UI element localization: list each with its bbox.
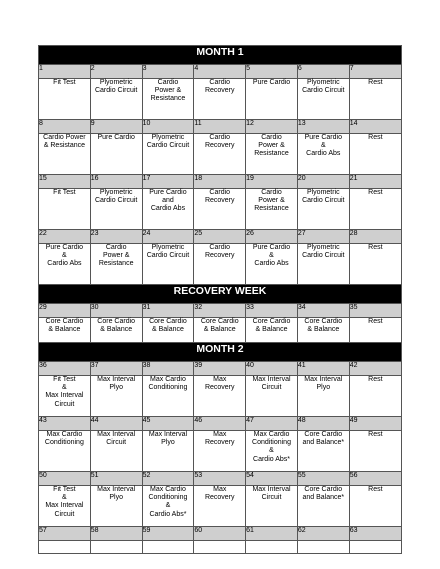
day-number: 22 <box>39 230 91 244</box>
activity-cell: Max Cardio Conditioning <box>142 376 194 417</box>
section-title: MONTH 2 <box>39 343 402 362</box>
section-header <box>39 285 402 304</box>
day-number: 29 <box>39 304 91 318</box>
day-number: 11 <box>194 120 246 134</box>
activity-row <box>39 376 402 417</box>
day-number: 16 <box>90 175 142 189</box>
activity-cell: Rest <box>349 134 401 175</box>
workout-calendar <box>38 45 402 554</box>
activity-cell: Plyometric Cardio Circuit <box>297 79 349 120</box>
activity-cell: Core Cardio & Balance <box>246 318 298 343</box>
day-number: 5 <box>246 65 298 79</box>
activity-cell: Rest <box>349 376 401 417</box>
day-number: 10 <box>142 120 194 134</box>
day-number: 3 <box>142 65 194 79</box>
activity-cell: Rest <box>349 189 401 230</box>
day-number: 1 <box>39 65 91 79</box>
activity-row <box>39 244 402 285</box>
day-number-row <box>39 65 402 79</box>
activity-cell: Plyometric Cardio Circuit <box>297 189 349 230</box>
activity-cell <box>194 541 246 554</box>
day-number: 56 <box>349 472 401 486</box>
day-number: 48 <box>297 417 349 431</box>
activity-cell: Pure Cardio & Cardio Abs <box>246 244 298 285</box>
activity-cell: Fit Test & Max Interval Circuit <box>39 486 91 527</box>
activity-cell: Max Recovery <box>194 486 246 527</box>
day-number: 63 <box>349 527 401 541</box>
day-number: 45 <box>142 417 194 431</box>
day-number: 25 <box>194 230 246 244</box>
activity-cell: Pure Cardio & Cardio Abs <box>39 244 91 285</box>
activity-cell: Max Cardio Conditioning & Cardio Abs* <box>246 431 298 472</box>
day-number-row <box>39 417 402 431</box>
day-number: 21 <box>349 175 401 189</box>
day-number: 55 <box>297 472 349 486</box>
day-number: 2 <box>90 65 142 79</box>
activity-cell: Max Cardio Conditioning & Cardio Abs* <box>142 486 194 527</box>
activity-cell: Pure Cardio <box>90 134 142 175</box>
day-number: 32 <box>194 304 246 318</box>
day-number: 9 <box>90 120 142 134</box>
activity-cell <box>90 541 142 554</box>
day-number: 40 <box>246 362 298 376</box>
activity-cell <box>297 541 349 554</box>
day-number: 6 <box>297 65 349 79</box>
activity-cell: Core Cardio and Balance* <box>297 486 349 527</box>
activity-cell: Cardio Recovery <box>194 134 246 175</box>
day-number: 35 <box>349 304 401 318</box>
activity-cell: Max Interval Plyo <box>142 431 194 472</box>
activity-cell: Fit Test & Max Interval Circuit <box>39 376 91 417</box>
activity-cell: Rest <box>349 244 401 285</box>
day-number: 19 <box>246 175 298 189</box>
activity-cell: Core Cardio and Balance* <box>297 431 349 472</box>
activity-cell: Core Cardio & Balance <box>90 318 142 343</box>
activity-cell: Max Interval Plyo <box>90 486 142 527</box>
day-number: 17 <box>142 175 194 189</box>
day-number: 24 <box>142 230 194 244</box>
day-number-row <box>39 527 402 541</box>
day-number: 20 <box>297 175 349 189</box>
activity-cell: Pure Cardio <box>246 79 298 120</box>
activity-cell: Fit Test <box>39 79 91 120</box>
activity-row <box>39 431 402 472</box>
activity-cell: Cardio Recovery <box>194 189 246 230</box>
activity-cell <box>142 541 194 554</box>
activity-row <box>39 486 402 527</box>
activity-row <box>39 134 402 175</box>
activity-cell: Core Cardio & Balance <box>194 318 246 343</box>
activity-cell: Max Recovery <box>194 431 246 472</box>
section-header <box>39 343 402 362</box>
day-number: 26 <box>246 230 298 244</box>
day-number: 54 <box>246 472 298 486</box>
day-number-row <box>39 120 402 134</box>
activity-cell: Core Cardio & Balance <box>142 318 194 343</box>
activity-cell: Cardio Recovery <box>194 244 246 285</box>
day-number: 31 <box>142 304 194 318</box>
day-number: 60 <box>194 527 246 541</box>
activity-row <box>39 189 402 230</box>
activity-cell: Rest <box>349 318 401 343</box>
activity-cell: Rest <box>349 431 401 472</box>
day-number: 30 <box>90 304 142 318</box>
day-number: 49 <box>349 417 401 431</box>
day-number: 27 <box>297 230 349 244</box>
day-number: 18 <box>194 175 246 189</box>
activity-cell: Max Interval Circuit <box>246 376 298 417</box>
day-number-row <box>39 304 402 318</box>
activity-cell <box>246 541 298 554</box>
day-number: 52 <box>142 472 194 486</box>
day-number: 12 <box>246 120 298 134</box>
day-number-row <box>39 472 402 486</box>
section-title: MONTH 1 <box>39 46 402 65</box>
day-number: 57 <box>39 527 91 541</box>
activity-cell: Cardio Power & Resistance <box>246 189 298 230</box>
day-number: 38 <box>142 362 194 376</box>
activity-cell: Pure Cardio & Cardio Abs <box>297 134 349 175</box>
activity-cell: Cardio Power & Resistance <box>142 79 194 120</box>
day-number: 47 <box>246 417 298 431</box>
day-number-row <box>39 362 402 376</box>
day-number: 44 <box>90 417 142 431</box>
activity-cell <box>39 541 91 554</box>
activity-cell: Fit Test <box>39 189 91 230</box>
activity-row <box>39 79 402 120</box>
activity-cell: Plyometric Cardio Circuit <box>90 189 142 230</box>
day-number: 61 <box>246 527 298 541</box>
activity-cell: Cardio Power & Resistance <box>90 244 142 285</box>
day-number: 51 <box>90 472 142 486</box>
activity-cell: Plyometric Cardio Circuit <box>142 134 194 175</box>
activity-cell: Max Interval Plyo <box>297 376 349 417</box>
activity-cell: Rest <box>349 79 401 120</box>
day-number: 50 <box>39 472 91 486</box>
day-number: 43 <box>39 417 91 431</box>
day-number: 37 <box>90 362 142 376</box>
day-number: 33 <box>246 304 298 318</box>
activity-cell: Core Cardio & Balance <box>39 318 91 343</box>
activity-cell: Plyometric Cardio Circuit <box>90 79 142 120</box>
section-title: RECOVERY WEEK <box>39 285 402 304</box>
day-number: 7 <box>349 65 401 79</box>
day-number: 59 <box>142 527 194 541</box>
day-number: 62 <box>297 527 349 541</box>
activity-cell: Max Cardio Conditioning <box>39 431 91 472</box>
activity-cell: Cardio Power & Resistance <box>39 134 91 175</box>
day-number-row <box>39 175 402 189</box>
activity-row <box>39 318 402 343</box>
day-number: 46 <box>194 417 246 431</box>
activity-cell <box>349 541 401 554</box>
day-number: 15 <box>39 175 91 189</box>
activity-cell: Cardio Recovery <box>194 79 246 120</box>
day-number: 39 <box>194 362 246 376</box>
day-number: 42 <box>349 362 401 376</box>
day-number: 58 <box>90 527 142 541</box>
day-number: 36 <box>39 362 91 376</box>
day-number: 8 <box>39 120 91 134</box>
day-number: 34 <box>297 304 349 318</box>
activity-cell: Cardio Power & Resistance <box>246 134 298 175</box>
activity-cell: Max Recovery <box>194 376 246 417</box>
activity-cell: Core Cardio & Balance <box>297 318 349 343</box>
section-header <box>39 46 402 65</box>
day-number-row <box>39 230 402 244</box>
activity-cell: Rest <box>349 486 401 527</box>
day-number: 4 <box>194 65 246 79</box>
day-number: 28 <box>349 230 401 244</box>
activity-cell: Plyometric Cardio Circuit <box>297 244 349 285</box>
day-number: 13 <box>297 120 349 134</box>
activity-cell: Pure Cardio and Cardio Abs <box>142 189 194 230</box>
activity-cell: Max Interval Circuit <box>246 486 298 527</box>
day-number: 41 <box>297 362 349 376</box>
activity-cell: Max Interval Circuit <box>90 431 142 472</box>
activity-cell: Plyometric Cardio Circuit <box>142 244 194 285</box>
activity-row <box>39 541 402 554</box>
day-number: 14 <box>349 120 401 134</box>
activity-cell: Max Interval Plyo <box>90 376 142 417</box>
day-number: 53 <box>194 472 246 486</box>
day-number: 23 <box>90 230 142 244</box>
